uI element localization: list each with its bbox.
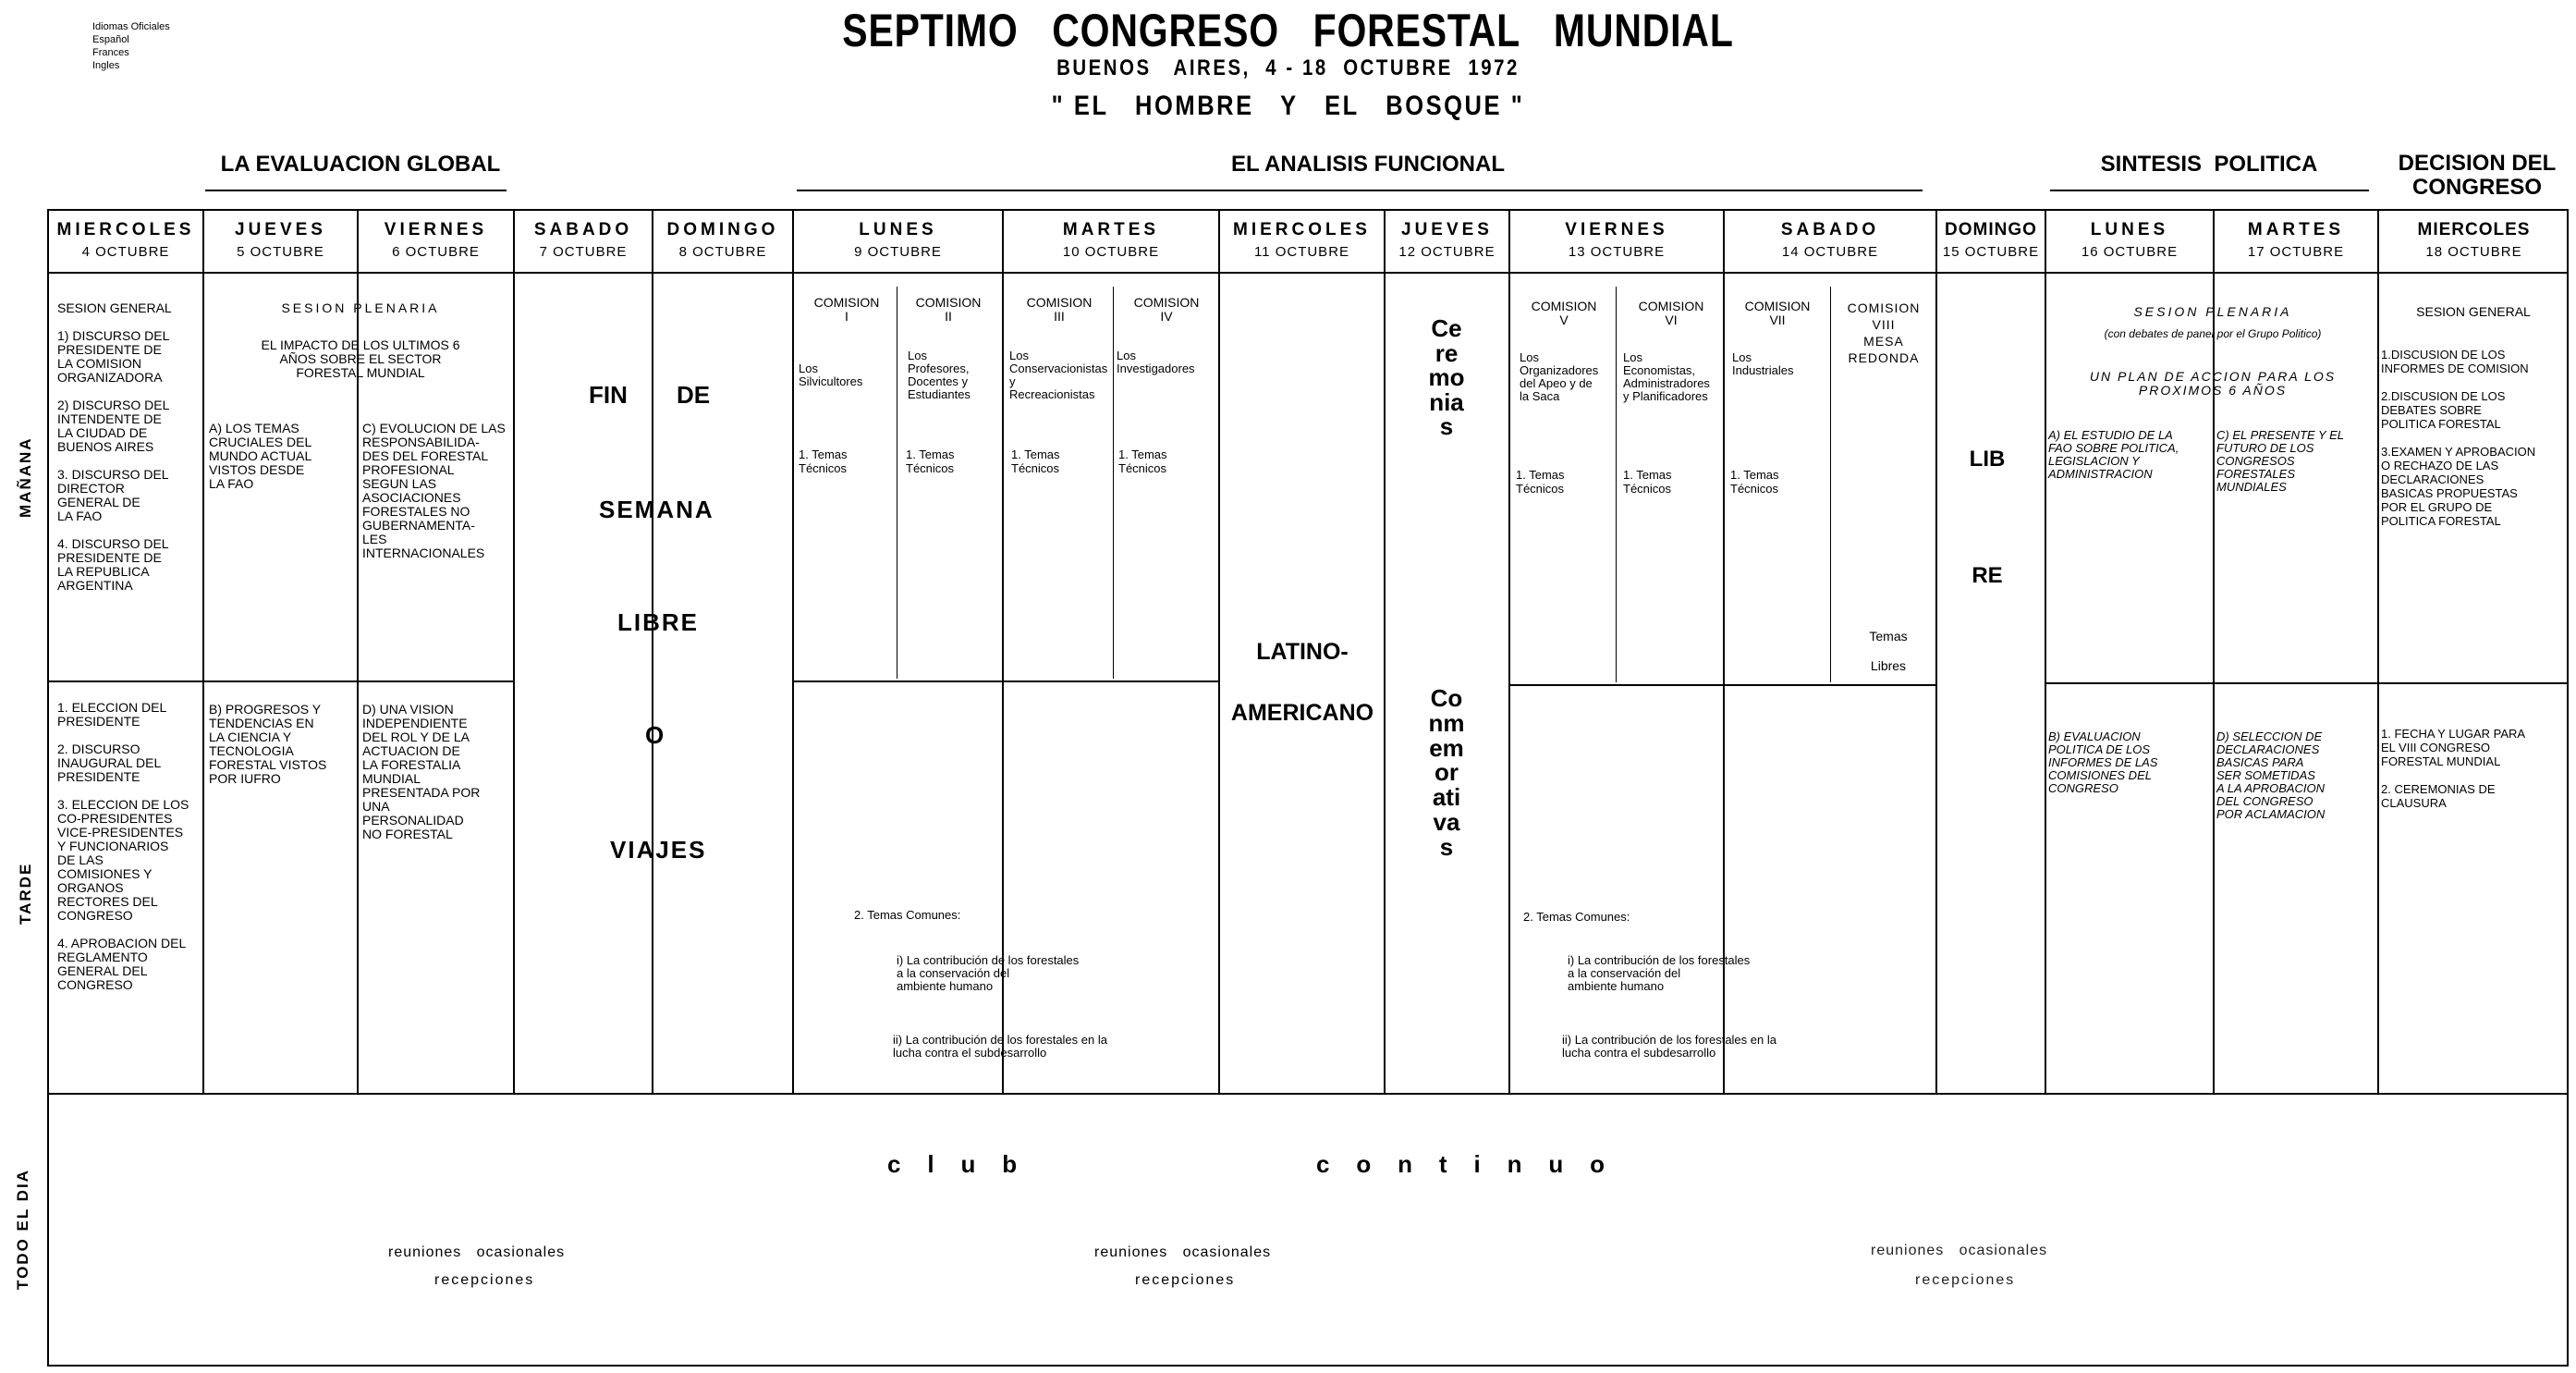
commission-6-group: Los Economistas, Administradores y Planificadores <box>1623 350 1710 403</box>
day-date: 17 OCTUBRE <box>2247 244 2345 260</box>
commission-6: COMISION VI <box>1638 299 1704 327</box>
page-title: SEPTIMO CONGRESO FORESTAL MUNDIAL <box>842 5 1734 56</box>
temas-tecnicos: 1. Temas Técnicos <box>1623 468 1672 496</box>
section-functional-brace <box>797 190 1923 204</box>
commission-line <box>1113 287 1114 679</box>
col-line <box>792 209 794 1093</box>
plenary-session-label: SESION PLENARIA <box>281 300 440 315</box>
page-motto: " EL HOMBRE Y EL BOSQUE " <box>1051 91 1525 121</box>
section-synthesis-brace <box>2050 190 2369 204</box>
section-synthesis: SINTESIS POLITICA <box>2100 152 2318 177</box>
recepciones: recepciones <box>1915 1272 2016 1288</box>
page-subtitle: BUENOS AIRES, 4 - 18 OCTUBRE 1972 <box>1056 55 1520 80</box>
reuniones-ocasionales: reuniones ocasionales <box>1094 1244 1272 1260</box>
day-header <box>1004 220 1218 260</box>
header-row-divider <box>47 272 2569 274</box>
commission-line <box>1616 287 1617 682</box>
commission-5-group: Los Organizadores del Apeo y de la Saca <box>1520 350 1599 403</box>
commission-2-group: Los Profesores, Docentes y Estudiantes <box>908 349 971 401</box>
commission-7-group: Los Industriales <box>1732 350 1794 377</box>
commission-3: COMISION III <box>1026 295 1093 324</box>
latino-americano: LATINO- AMERICANO <box>1230 639 1374 726</box>
day-header <box>359 220 513 260</box>
conmemorativas-label: Conmemorativas <box>1428 684 1465 861</box>
temas-tecnicos: 1. Temas Técnicos <box>1516 468 1565 496</box>
temas-comunes: 2. Temas Comunes: <box>854 908 961 922</box>
club-label: c l u b <box>887 1150 1018 1178</box>
temas-tecnicos: 1. Temas Técnicos <box>1730 468 1779 496</box>
day-date: 15 OCTUBRE <box>1942 244 2040 260</box>
reuniones-ocasionales: reuniones ocasionales <box>388 1244 566 1260</box>
col-line <box>2377 209 2379 1093</box>
weekend-de: DE <box>677 381 711 409</box>
col-line <box>1508 209 1510 1093</box>
day-header <box>2215 220 2377 260</box>
day-name: DOMINGO <box>1945 220 2037 239</box>
col-line <box>1384 209 1386 1093</box>
commission-4-group: Los Investigadores <box>1117 349 1195 375</box>
day-date: 14 OCTUBRE <box>1781 244 1879 260</box>
day4-morning-sessions: SESION GENERAL 1) DISCURSO DEL PRESIDENTE DE LA COMISION ORGANIZADORA 2) DISCURSO DEL INTENDENTE DE LA CIUDAD DE BUENOS AIRES 3. DISCURSO DEL DIRECTOR GENERAL DE LA FAO 4. DISCURSO DEL PRESIDENTE DE LA REPUBLICA ARGENTINA <box>57 300 172 593</box>
day-header <box>49 220 202 260</box>
day-date: 16 OCTUBRE <box>2081 244 2179 260</box>
weekend-semana: SEMANA <box>599 496 714 523</box>
day18-afternoon-items: 1. FECHA Y LUGAR PARA EL VIII CONGRESO FORESTAL MUNDIAL 2. CEREMONIAS DE CLAUSURA <box>2381 727 2526 810</box>
day-header <box>1510 220 1723 260</box>
day-date: 11 OCTUBRE <box>1253 244 1350 260</box>
day-date: 12 OCTUBRE <box>1398 244 1496 260</box>
commission-1: COMISION I <box>813 295 880 324</box>
languages-title: Idiomas Oficiales <box>92 21 170 32</box>
synthesis-a: A) EL ESTUDIO DE LA FAO SOBRE POLITICA, LEGISLACION Y ADMINISTRACION <box>2048 428 2179 481</box>
day-date: 10 OCTUBRE <box>1062 244 1160 260</box>
day-date: 4 OCTUBRE <box>81 244 170 260</box>
libre-label: LIBRE <box>1969 447 2006 588</box>
weekend-o: O <box>645 721 665 749</box>
day4-afternoon-sessions: 1. ELECCION DEL PRESIDENTE 2. DISCURSO INAUGURAL DEL PRESIDENTE 3. ELECCION DE LOS CO-PRESIDENTES VICE-PRESIDENTES Y FUNCIONARIOS DE LAS COMISIONES Y ORGANOS RECTORES DEL CONGRESO 4. APROBACION DEL REGLAMENTO GENERAL DEL CONGRESO <box>57 700 189 992</box>
day-date: 7 OCTUBRE <box>539 244 628 260</box>
day18-morning-items: 1.DISCUSION DE LOS INFORMES DE COMISION 2.DISCUSION DE LOS DEBATES SOBRE POLITICA FORESTAL 3.EXAMEN Y APROBACION O RECHAZO DE LAS DECLARACIONES BASICAS PROPUESTAS POR EL GRUPO DE POLITICA FORESTAL <box>2381 348 2536 528</box>
day-name: MIERCOLES <box>1233 220 1371 239</box>
temas-tecnicos: 1. Temas Técnicos <box>1118 447 1167 475</box>
day-header <box>1725 220 1935 260</box>
allday-row-divider <box>47 1093 2569 1095</box>
day-name: MIERCOLES <box>56 220 195 239</box>
contribution-ii: ii) La contribución de los forestales en la lucha contra el subdesarrollo <box>893 1033 1107 1060</box>
temas-libres: Temas Libres <box>1869 629 1908 673</box>
day-date: 13 OCTUBRE <box>1568 244 1666 260</box>
afternoon-divider-b <box>793 680 1220 682</box>
language-item: Español <box>92 34 129 45</box>
col-line <box>1935 209 1937 1093</box>
synthesis-b: B) EVALUACION POLITICA DE LOS INFORMES DE LAS COMISIONES DEL CONGRESO <box>2048 729 2158 795</box>
day-header <box>204 220 357 260</box>
col-line <box>2213 209 2215 1093</box>
topic-b: B) PROGRESOS Y TENDENCIAS EN LA CIENCIA Y TECNOLOGIA FORESTAL VISTOS POR IUFRO <box>209 702 327 786</box>
temas-comunes: 2. Temas Comunes: <box>1523 910 1630 924</box>
day-name: LUNES <box>2090 220 2169 239</box>
synthesis-c: C) EL PRESENTE Y EL FUTURO DE LOS CONGRESOS FORESTALES MUNDIALES <box>2216 428 2345 494</box>
day-header <box>653 220 792 260</box>
section-global: LA EVALUACION GLOBAL <box>220 152 501 177</box>
afternoon-divider-a <box>47 680 514 682</box>
day-date: 6 OCTUBRE <box>392 244 480 260</box>
afternoon-divider-c <box>1508 684 1935 686</box>
day-header <box>2046 220 2213 260</box>
commission-3-group: Los Conservacionistas y Recreacionistas <box>1009 349 1108 401</box>
day-header <box>515 220 652 260</box>
synthesis-plan: UN PLAN DE ACCION PARA LOS PROXIMOS 6 AÑOS <box>2089 369 2337 398</box>
col-line <box>513 209 515 1093</box>
day-header <box>1386 220 1508 260</box>
day-header <box>1937 220 2045 260</box>
col-line <box>2045 209 2046 1093</box>
contribution-i: i) La contribución de los forestales a la conservación del ambiente humano <box>1568 953 1751 993</box>
day-name: SABADO <box>533 220 633 239</box>
ceremonias-label: Ceremonias <box>1428 314 1465 440</box>
contribution-i: i) La contribución de los forestales a la conservación del ambiente humano <box>897 953 1080 993</box>
weekend-fin: FIN <box>589 381 628 409</box>
day-name: LUNES <box>859 220 937 239</box>
day-date: 8 OCTUBRE <box>678 244 767 260</box>
topic-d: D) UNA VISION INDEPENDIENTE DEL ROL Y DE LA ACTUACION DE LA FORESTALIA MUNDIAL PRESENTADA POR UNA PERSONALIDAD NO FORESTAL <box>362 702 481 841</box>
commission-4: COMISION IV <box>1133 295 1200 324</box>
day-name: JUEVES <box>235 220 326 239</box>
day-name: VIERNES <box>1565 220 1668 239</box>
day-name: MARTES <box>1062 220 1160 239</box>
commission-5: COMISION V <box>1531 299 1597 327</box>
row-label-afternoon: TARDE <box>17 862 34 925</box>
day-header <box>2379 220 2569 260</box>
row-label-morning: MAÑANA <box>17 436 34 518</box>
commission-line <box>1830 287 1831 682</box>
commission-7: COMISION VII <box>1744 299 1811 327</box>
day-header <box>794 220 1002 260</box>
recepciones: recepciones <box>434 1272 535 1288</box>
weekend-viajes: VIAJES <box>610 836 707 864</box>
language-item: Frances <box>92 47 129 58</box>
recepciones: recepciones <box>1135 1272 1236 1288</box>
day-date: 9 OCTUBRE <box>854 244 942 260</box>
col-line <box>1218 209 1220 1093</box>
topic-c: C) EVOLUCION DE LAS RESPONSABILIDA- DES DEL FORESTAL PROFESIONAL SEGUN LAS ASOCIACIONES FORESTALES NO GUBERNAMENTA- LES INTERNACIONALES <box>362 421 506 560</box>
synthesis-plenary: SESION PLENARIA <box>2133 304 2292 319</box>
temas-tecnicos: 1. Temas Técnicos <box>799 447 848 475</box>
synthesis-panel: (con debates de panel por el Grupo Politico) <box>2104 327 2322 340</box>
weekend-libre: LIBRE <box>617 608 699 636</box>
day-date: 18 OCTUBRE <box>2425 244 2522 260</box>
day-name: MARTES <box>2247 220 2345 239</box>
continuo-label: c o n t i n u o <box>1316 1150 1605 1178</box>
afternoon-divider-d <box>2045 682 2569 684</box>
day-name: VIERNES <box>384 220 488 239</box>
day-name: MIERCOLES <box>2417 220 2531 239</box>
page-header <box>0 4 2576 122</box>
language-item: Ingles <box>92 60 120 71</box>
day-name: SABADO <box>1780 220 1880 239</box>
synthesis-d: D) SELECCION DE DECLARACIONES BASICAS PARA SER SOMETIDAS A LA APROBACION DEL CONGRESO POR ACLAMACION <box>2216 729 2326 821</box>
temas-tecnicos: 1. Temas Técnicos <box>906 447 955 475</box>
col-line <box>202 209 204 1093</box>
day-name: JUEVES <box>1401 220 1493 239</box>
commission-8: COMISION VIII MESA REDONDA <box>1847 300 1921 365</box>
row-label-allday: TODO EL DIA <box>14 1169 31 1290</box>
section-global-brace <box>205 190 507 204</box>
day-name: DOMINGO <box>666 220 779 239</box>
day18-session-title: SESION GENERAL <box>2416 304 2531 319</box>
commission-1-group: Los Silvicultores <box>799 362 863 388</box>
section-decision: DECISION DEL CONGRESO <box>2398 151 2557 200</box>
contribution-ii: ii) La contribución de los forestales en la lucha contra el subdesarrollo <box>1562 1033 1776 1060</box>
commission-2: COMISION II <box>915 295 982 324</box>
plenary-theme: EL IMPACTO DE LOS ULTIMOS 6 AÑOS SOBRE EL SECTOR FORESTAL MUNDIAL <box>261 337 460 380</box>
section-functional: EL ANALISIS FUNCIONAL <box>1230 152 1505 177</box>
reuniones-ocasionales: reuniones ocasionales <box>1871 1243 2048 1258</box>
topic-a: A) LOS TEMAS CRUCIALES DEL MUNDO ACTUAL VISTOS DESDE LA FAO <box>209 421 312 491</box>
temas-tecnicos: 1. Temas Técnicos <box>1011 447 1060 475</box>
day-date: 5 OCTUBRE <box>237 244 324 260</box>
day-header <box>1220 220 1384 260</box>
